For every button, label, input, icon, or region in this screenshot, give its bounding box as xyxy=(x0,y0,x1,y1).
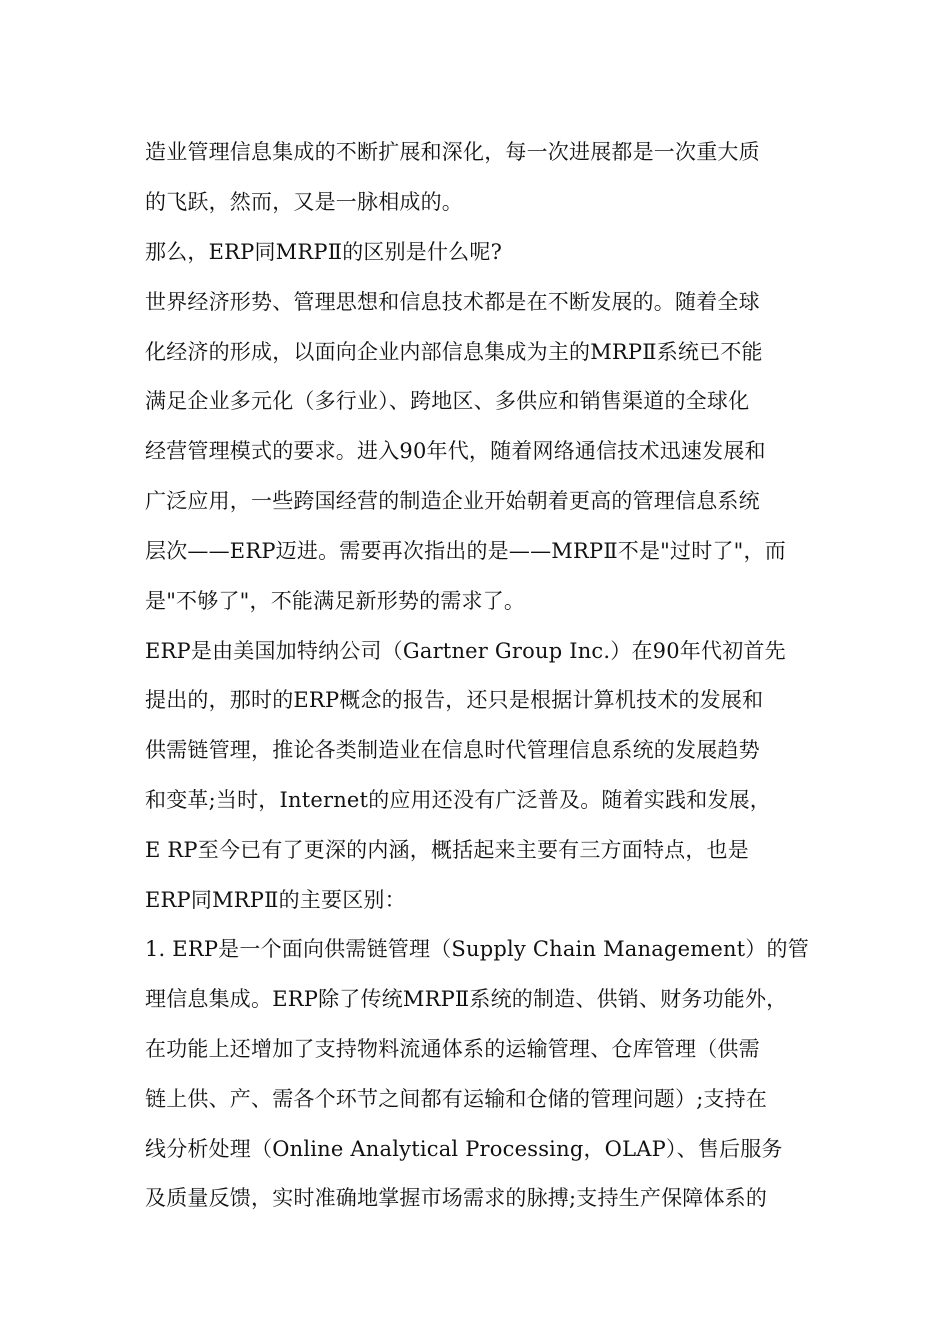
text-line: 是"不够了"，不能满足新形势的需求了。 xyxy=(145,589,526,613)
text-line: 造业管理信息集成的不断扩展和深化，每一次进展都是一次重大质 xyxy=(145,140,760,164)
text-line: 的飞跃，然而，又是一脉相成的。 xyxy=(145,190,463,214)
text-line: E RP至今已有了更深的内涵，概括起来主要有三方面特点，也是 xyxy=(145,838,749,862)
text-line: ERP同MRPⅡ的主要区别： xyxy=(145,888,406,912)
text-line: 链上供、产、需各个环节之间都有运输和仓储的管理问题）;支持在 xyxy=(145,1087,768,1111)
text-line: 供需链管理，推论各类制造业在信息时代管理信息系统的发展趋势 xyxy=(145,738,760,762)
text-line: 化经济的形成，以面向企业内部信息集成为主的MRPⅡ系统已不能 xyxy=(145,340,763,364)
text-line: 那么，ERP同MRPⅡ的区别是什么呢? xyxy=(145,240,503,264)
text-line: 线分析处理（Online Analytical Processing，OLAP）、售后服务 xyxy=(145,1137,783,1161)
text-line: 和变革;当时，Internet的应用还没有广泛普及。随着实践和发展， xyxy=(145,788,771,812)
text-line: 及质量反馈，实时准确地掌握市场需求的脉搏;支持生产保障体系的 xyxy=(145,1186,768,1210)
text-line: 层次——ERP迈进。需要再次指出的是——MRPⅡ不是"过时了"，而 xyxy=(145,539,786,563)
text-line: 广泛应用，一些跨国经营的制造企业开始朝着更高的管理信息系统 xyxy=(145,489,760,513)
text-line: 在功能上还增加了支持物料流通体系的运输管理、仓库管理（供需 xyxy=(145,1037,760,1061)
text-line: 1. ERP是一个面向供需链管理（Supply Chain Management）的管 xyxy=(145,937,809,961)
text-line: 理信息集成。ERP除了传统MRPⅡ系统的制造、供销、财务功能外， xyxy=(145,987,788,1011)
text-line: 世界经济形势、管理思想和信息技术都是在不断发展的。随着全球 xyxy=(145,290,760,314)
text-line: ERP是由美国加特纳公司（Gartner Group Inc.）在90年代初首先 xyxy=(145,639,786,663)
text-line: 满足企业多元化（多行业）、跨地区、多供应和销售渠道的全球化 xyxy=(145,389,750,413)
text-line: 经营管理模式的要求。进入90年代，随着网络通信技术迅速发展和 xyxy=(145,439,766,463)
text-line: 提出的，那时的ERP概念的报告，还只是根据计算机技术的发展和 xyxy=(145,688,764,712)
